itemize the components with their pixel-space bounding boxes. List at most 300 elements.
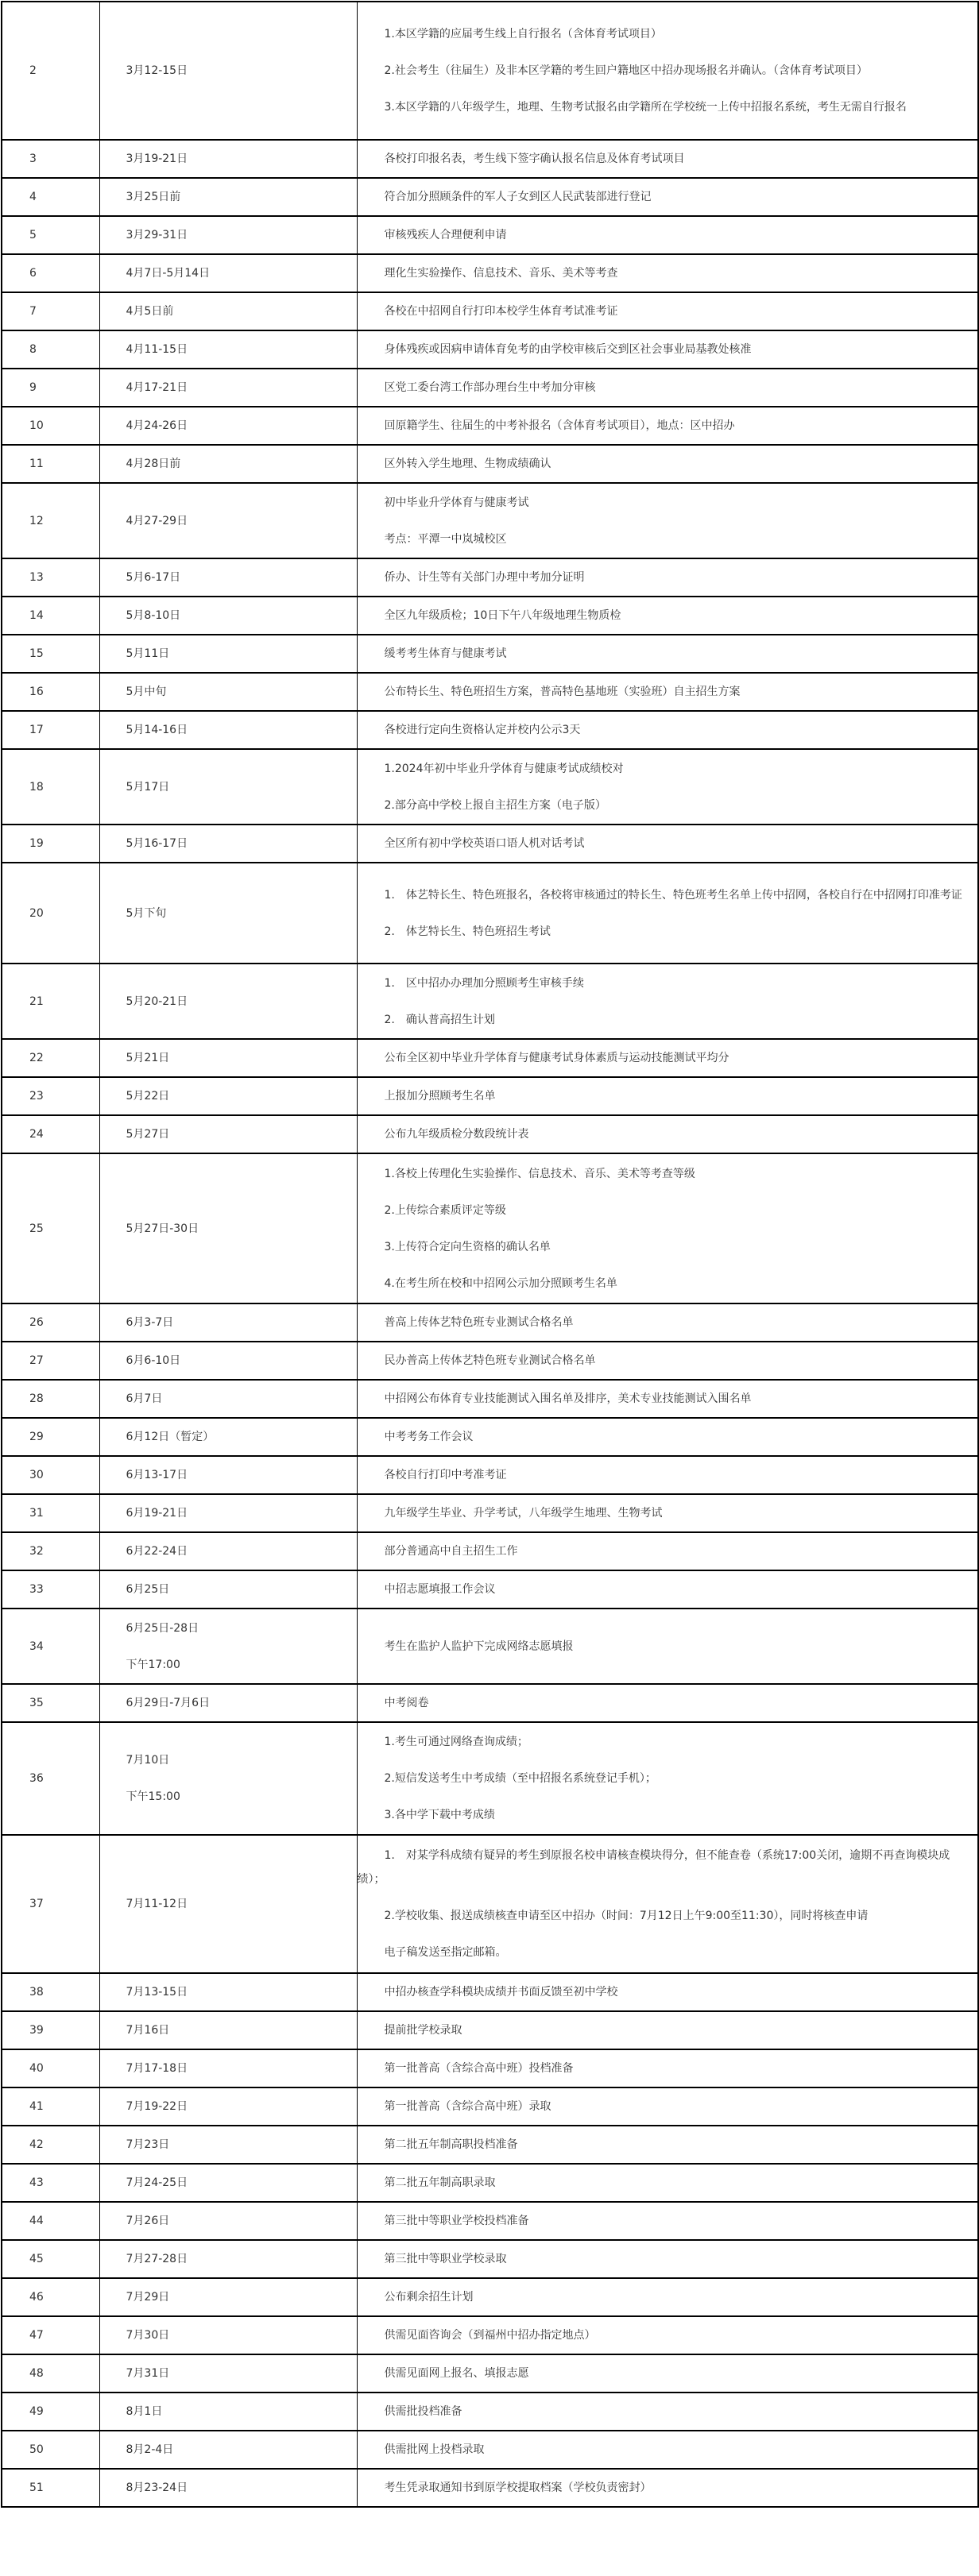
date-lines — [100, 1463, 357, 1487]
description-cell — [357, 825, 978, 863]
date-cell — [99, 1380, 357, 1418]
description-items — [358, 1311, 978, 1334]
description-cell — [357, 1570, 978, 1609]
description-items — [358, 261, 978, 285]
description-cell — [357, 2202, 978, 2240]
table-row — [2, 2316, 978, 2354]
date-text: 6月22-24日 — [126, 1545, 188, 1558]
description-items — [358, 757, 978, 817]
date-cell — [99, 1684, 357, 1722]
description-cell — [357, 2049, 978, 2087]
date-lines — [100, 1122, 357, 1146]
date-lines — [100, 2438, 357, 2462]
row-number: 40 — [29, 2062, 44, 2075]
description-text: 1. 体艺特长生、特色班报名，各校将审核通过的特长生、特色班考生名单上传中招网，各校自行在中招网打印准考证 — [384, 888, 962, 902]
table-row — [2, 483, 978, 558]
date-text: 5月8-10日 — [126, 609, 181, 622]
description-cell — [357, 1153, 978, 1303]
date-text: 下午15:00 — [126, 1790, 180, 1803]
table-row — [2, 2126, 978, 2164]
description-items — [358, 2323, 978, 2347]
description-cell — [357, 483, 978, 558]
row-number: 13 — [29, 571, 44, 584]
table-row — [2, 1153, 978, 1303]
date-lines — [100, 185, 357, 209]
table-row — [2, 140, 978, 178]
table-row — [2, 1835, 978, 1973]
date-lines — [100, 1691, 357, 1715]
row-number: 21 — [29, 994, 44, 1008]
row-number: 27 — [29, 1354, 44, 1367]
description-items — [358, 832, 978, 855]
row-number-cell — [2, 2316, 99, 2354]
description-items — [358, 718, 978, 742]
date-cell — [99, 140, 357, 178]
description-cell — [357, 1115, 978, 1153]
date-lines — [100, 990, 357, 1014]
table-row — [2, 2011, 978, 2049]
table-row — [2, 1456, 978, 1494]
row-number-cell — [2, 483, 99, 558]
date-cell — [99, 2278, 357, 2316]
description-cell — [357, 369, 978, 407]
date-lines — [100, 1046, 357, 1070]
table-row — [2, 1684, 978, 1722]
row-number: 36 — [29, 1772, 44, 1785]
date-lines — [100, 566, 357, 589]
description-text: 理化生实验操作、信息技术、音乐、美术等考查 — [384, 267, 618, 280]
date-text: 5月27日-30日 — [126, 1222, 199, 1235]
date-lines — [100, 2285, 357, 2309]
description-cell — [357, 1494, 978, 1532]
date-cell — [99, 369, 357, 407]
description-text: 各校在中招网自行打印本校学生体育考试准考证 — [384, 305, 618, 318]
description-text: 中招办核查学科模块成绩并书面反馈至初中学校 — [384, 1986, 618, 1999]
date-cell — [99, 1115, 357, 1153]
row-number: 39 — [29, 2024, 44, 2037]
row-number: 18 — [29, 780, 44, 794]
date-text: 7月11-12日 — [126, 1898, 188, 1910]
description-items — [358, 491, 978, 551]
description-items — [358, 2057, 978, 2080]
table-row — [2, 825, 978, 863]
date-cell — [99, 2087, 357, 2126]
date-text: 6月3-7日 — [126, 1316, 174, 1329]
description-items — [358, 883, 978, 944]
row-number-cell — [2, 1303, 99, 1342]
row-number-cell — [2, 1380, 99, 1418]
date-text: 3月29-31日 — [126, 229, 188, 241]
row-number: 15 — [29, 647, 44, 660]
date-text: 6月7日 — [126, 1392, 163, 1405]
row-number: 20 — [29, 906, 44, 920]
table-row — [2, 178, 978, 216]
row-number-cell — [2, 673, 99, 711]
admission-schedule-table — [1, 1, 979, 2508]
description-cell — [357, 2240, 978, 2278]
date-lines — [100, 1217, 357, 1241]
description-text: 各校进行定向生资格认定并校内公示3天 — [384, 724, 581, 736]
description-items — [358, 1122, 978, 1146]
description-items — [358, 1349, 978, 1373]
description-cell — [357, 964, 978, 1039]
date-lines — [100, 604, 357, 628]
description-cell — [357, 2431, 978, 2469]
row-number-cell — [2, 407, 99, 445]
row-number-cell — [2, 1077, 99, 1115]
table-row — [2, 1722, 978, 1835]
description-text: 第三批中等职业学校投档准备 — [384, 2215, 529, 2227]
row-number: 3 — [29, 153, 37, 165]
date-lines — [100, 223, 357, 247]
row-number-cell — [2, 1153, 99, 1303]
date-cell — [99, 673, 357, 711]
row-number-cell — [2, 558, 99, 597]
description-cell — [357, 1342, 978, 1380]
date-text: 6月13-17日 — [126, 1469, 188, 1481]
date-lines — [100, 2476, 357, 2500]
date-text: 3月12-15日 — [126, 64, 188, 77]
table-row — [2, 1532, 978, 1570]
date-cell — [99, 2431, 357, 2469]
description-cell — [357, 1532, 978, 1570]
description-cell — [357, 445, 978, 483]
date-text: 5月22日 — [126, 1090, 170, 1103]
description-text: 各校打印报名表，考生线下签字确认报名信息及体育考试项目 — [384, 153, 685, 165]
description-text: 身体残疾或因病申请体育免考的由学校审核后交到区社会事业局基教处核准 — [384, 343, 752, 356]
row-number: 12 — [29, 514, 44, 527]
description-text: 考生在监护人监护下完成网络志愿填报 — [384, 1639, 574, 1653]
description-text: 1.各校上传理化生实验操作、信息技术、音乐、美术等考查等级 — [384, 1167, 695, 1180]
date-cell — [99, 2202, 357, 2240]
description-items — [358, 376, 978, 400]
row-number-cell — [2, 1494, 99, 1532]
table-row — [2, 2354, 978, 2393]
description-items — [358, 1980, 978, 2004]
description-text: 公布剩余招生计划 — [384, 2291, 474, 2304]
row-number: 45 — [29, 2253, 44, 2265]
date-lines — [100, 1980, 357, 2004]
row-number-cell — [2, 711, 99, 749]
table-row — [2, 1342, 978, 1380]
row-number-cell — [2, 1342, 99, 1380]
description-items — [358, 2476, 978, 2500]
description-cell — [357, 863, 978, 964]
description-text: 初中毕业升学体育与健康考试 — [384, 496, 529, 509]
description-items — [358, 1539, 978, 1563]
description-items — [358, 22, 978, 119]
date-text: 7月31日 — [126, 2367, 170, 2380]
row-number: 42 — [29, 2138, 44, 2151]
date-lines — [100, 1892, 357, 1916]
description-items — [358, 2209, 978, 2233]
date-lines — [100, 59, 357, 83]
description-text: 中考阅卷 — [384, 1697, 429, 1709]
row-number: 37 — [29, 1898, 44, 1910]
description-items — [358, 1162, 978, 1296]
description-text: 考生凭录取通知书到原学校提取档案（学校负责密封） — [384, 2481, 652, 2494]
date-text: 5月27日 — [126, 1128, 170, 1141]
description-text: 回原籍学生、往届生的中考补报名（含体育考试项目），地点：区中招办 — [384, 419, 735, 432]
description-cell — [357, 2087, 978, 2126]
row-number: 11 — [29, 458, 44, 470]
description-text: 区外转入学生地理、生物成绩确认 — [384, 458, 551, 470]
date-text: 7月26日 — [126, 2215, 170, 2227]
table-row — [2, 597, 978, 635]
description-items — [358, 680, 978, 704]
description-items — [358, 1578, 978, 1601]
date-text: 6月29日-7月6日 — [126, 1697, 211, 1709]
description-cell — [357, 1973, 978, 2011]
description-text: 九年级学生毕业、升学考试，八年级学生地理、生物考试 — [384, 1507, 663, 1520]
date-cell — [99, 1494, 357, 1532]
description-text: 供需批投档准备 — [384, 2405, 462, 2418]
row-number: 30 — [29, 1469, 44, 1481]
description-text: 1. 区中招办办理加分照顾考生审核手续 — [384, 976, 584, 990]
row-number: 24 — [29, 1128, 44, 1141]
description-text: 2.上传综合素质评定等级 — [384, 1203, 506, 1217]
description-cell — [357, 711, 978, 749]
description-cell — [357, 2354, 978, 2393]
description-text: 2. 确认普高招生计划 — [384, 1013, 495, 1026]
date-lines — [100, 299, 357, 323]
row-number-cell — [2, 2393, 99, 2431]
date-text: 4月11-15日 — [126, 343, 188, 356]
date-text: 5月17日 — [126, 780, 170, 794]
row-number-cell — [2, 1532, 99, 1570]
date-lines — [100, 1311, 357, 1334]
date-lines — [100, 1084, 357, 1108]
date-cell — [99, 292, 357, 330]
date-lines — [100, 2400, 357, 2423]
table-row — [2, 1115, 978, 1153]
date-cell — [99, 2393, 357, 2431]
row-number-cell — [2, 178, 99, 216]
date-cell — [99, 2049, 357, 2087]
row-number-cell — [2, 140, 99, 178]
date-lines — [100, 2323, 357, 2347]
date-lines — [100, 2209, 357, 2233]
description-text: 1.2024年初中毕业升学体育与健康考试成绩校对 — [384, 762, 624, 775]
description-text: 1.本区学籍的应届考生线上自行报名（含体育考试项目） — [384, 28, 662, 41]
table-row — [2, 2240, 978, 2278]
date-cell — [99, 1039, 357, 1077]
description-text: 1.考生可通过网络查询成绩； — [384, 1736, 528, 1748]
description-cell — [357, 1835, 978, 1973]
description-items — [358, 414, 978, 438]
date-lines — [100, 147, 357, 171]
row-number-cell — [2, 964, 99, 1039]
description-items — [358, 147, 978, 171]
row-number: 2 — [29, 64, 37, 77]
date-cell — [99, 964, 357, 1039]
row-number: 50 — [29, 2443, 44, 2456]
description-text: 全区九年级质检；10日下午八年级地理生物质检 — [384, 609, 621, 622]
table-row — [2, 1494, 978, 1532]
description-items — [358, 1635, 978, 1659]
row-number: 8 — [29, 343, 37, 356]
row-number-cell — [2, 254, 99, 292]
row-number-cell — [2, 2011, 99, 2049]
row-number: 23 — [29, 1090, 44, 1103]
date-lines — [100, 1578, 357, 1601]
date-text: 7月30日 — [126, 2329, 170, 2342]
description-items — [358, 1425, 978, 1449]
date-text: 4月5日前 — [126, 305, 174, 318]
row-number: 44 — [29, 2215, 44, 2227]
description-items — [358, 2095, 978, 2118]
description-text: 民办普高上传体艺特色班专业测试合格名单 — [384, 1354, 596, 1367]
description-text: 中招网公布体育专业技能测试入围名单及排序，美术专业技能测试入围名单 — [384, 1392, 752, 1405]
date-text: 7月23日 — [126, 2138, 170, 2151]
table-row — [2, 2, 978, 140]
row-number-cell — [2, 1570, 99, 1609]
date-cell — [99, 749, 357, 825]
date-lines — [100, 1349, 357, 1373]
row-number-cell — [2, 1456, 99, 1494]
table-row — [2, 1973, 978, 2011]
description-cell — [357, 558, 978, 597]
date-text: 8月23-24日 — [126, 2481, 188, 2494]
row-number: 33 — [29, 1583, 44, 1596]
table-row — [2, 292, 978, 330]
date-text: 5月6-17日 — [126, 571, 181, 584]
date-cell — [99, 178, 357, 216]
date-cell — [99, 407, 357, 445]
description-text: 全区所有初中学校英语口语人机对话考试 — [384, 837, 585, 850]
table-row — [2, 635, 978, 673]
row-number: 28 — [29, 1392, 44, 1405]
description-text: 第二批五年制高职录取 — [384, 2176, 496, 2189]
row-number: 14 — [29, 609, 44, 622]
row-number-cell — [2, 2202, 99, 2240]
date-cell — [99, 216, 357, 254]
description-items — [358, 2438, 978, 2462]
date-cell — [99, 1722, 357, 1835]
date-cell — [99, 483, 357, 558]
date-lines — [100, 718, 357, 742]
date-text: 5月11日 — [126, 647, 170, 660]
description-text: 中招志愿填报工作会议 — [384, 1583, 496, 1596]
date-text: 7月17-18日 — [126, 2062, 188, 2075]
description-items — [358, 452, 978, 476]
description-items — [358, 971, 978, 1032]
row-number-cell — [2, 1722, 99, 1835]
date-lines — [100, 376, 357, 400]
date-lines — [100, 2133, 357, 2157]
description-text: 第二批五年制高职投档准备 — [384, 2138, 518, 2151]
description-items — [358, 1084, 978, 1108]
description-cell — [357, 2, 978, 140]
row-number: 10 — [29, 419, 44, 432]
date-text: 6月12日（暂定） — [126, 1431, 215, 1443]
description-text: 侨办、计生等有关部门办理中考加分证明 — [384, 571, 585, 584]
table-row — [2, 445, 978, 483]
date-text: 3月19-21日 — [126, 153, 188, 165]
date-text: 5月16-17日 — [126, 837, 188, 850]
date-cell — [99, 597, 357, 635]
date-cell — [99, 1077, 357, 1115]
description-text: 区党工委台湾工作部办理台生中考加分审核 — [384, 381, 596, 394]
description-cell — [357, 1380, 978, 1418]
row-number-cell — [2, 2049, 99, 2087]
date-cell — [99, 330, 357, 369]
description-cell — [357, 2011, 978, 2049]
description-items — [358, 338, 978, 361]
date-lines — [100, 1539, 357, 1563]
description-cell — [357, 2126, 978, 2164]
row-number: 4 — [29, 191, 37, 203]
row-number: 51 — [29, 2481, 44, 2494]
row-number: 47 — [29, 2329, 44, 2342]
row-number: 35 — [29, 1697, 44, 1709]
date-text: 4月28日前 — [126, 458, 181, 470]
table-row — [2, 254, 978, 292]
description-cell — [357, 1609, 978, 1684]
date-lines — [100, 680, 357, 704]
date-text: 5月21日 — [126, 1052, 170, 1064]
description-cell — [357, 597, 978, 635]
date-lines — [100, 1748, 357, 1809]
table-row — [2, 330, 978, 369]
description-cell — [357, 1722, 978, 1835]
row-number-cell — [2, 749, 99, 825]
description-items — [358, 1691, 978, 1715]
date-text: 4月24-26日 — [126, 419, 188, 432]
table-row — [2, 369, 978, 407]
date-text: 8月1日 — [126, 2405, 163, 2418]
row-number: 19 — [29, 837, 44, 850]
row-number: 16 — [29, 686, 44, 698]
date-text: 4月7日-5月14日 — [126, 267, 211, 280]
description-items — [358, 642, 978, 666]
description-cell — [357, 635, 978, 673]
table-row — [2, 1570, 978, 1609]
table-row — [2, 407, 978, 445]
description-cell — [357, 178, 978, 216]
date-cell — [99, 1973, 357, 2011]
date-cell — [99, 2354, 357, 2393]
row-number: 7 — [29, 305, 37, 318]
date-cell — [99, 558, 357, 597]
date-cell — [99, 254, 357, 292]
date-cell — [99, 2, 357, 140]
date-text: 6月6-10日 — [126, 1354, 181, 1367]
date-cell — [99, 1570, 357, 1609]
row-number-cell — [2, 863, 99, 964]
table-row — [2, 2049, 978, 2087]
date-lines — [100, 1425, 357, 1449]
description-items — [358, 1844, 978, 1964]
description-items — [358, 2285, 978, 2309]
description-text: 普高上传体艺特色班专业测试合格名单 — [384, 1316, 574, 1329]
description-text: 提前批学校录取 — [384, 2024, 462, 2037]
date-lines — [100, 452, 357, 476]
description-items — [358, 1501, 978, 1525]
date-lines — [100, 2362, 357, 2385]
table-row — [2, 1077, 978, 1115]
description-cell — [357, 2316, 978, 2354]
description-items — [358, 299, 978, 323]
row-number-cell — [2, 2354, 99, 2393]
date-lines — [100, 1616, 357, 1677]
date-cell — [99, 1456, 357, 1494]
table-row — [2, 749, 978, 825]
description-cell — [357, 673, 978, 711]
date-text: 下午17:00 — [126, 1658, 180, 1671]
description-cell — [357, 140, 978, 178]
description-text: 4.在考生所在校和中招网公示加分照顾考生名单 — [384, 1276, 617, 1290]
